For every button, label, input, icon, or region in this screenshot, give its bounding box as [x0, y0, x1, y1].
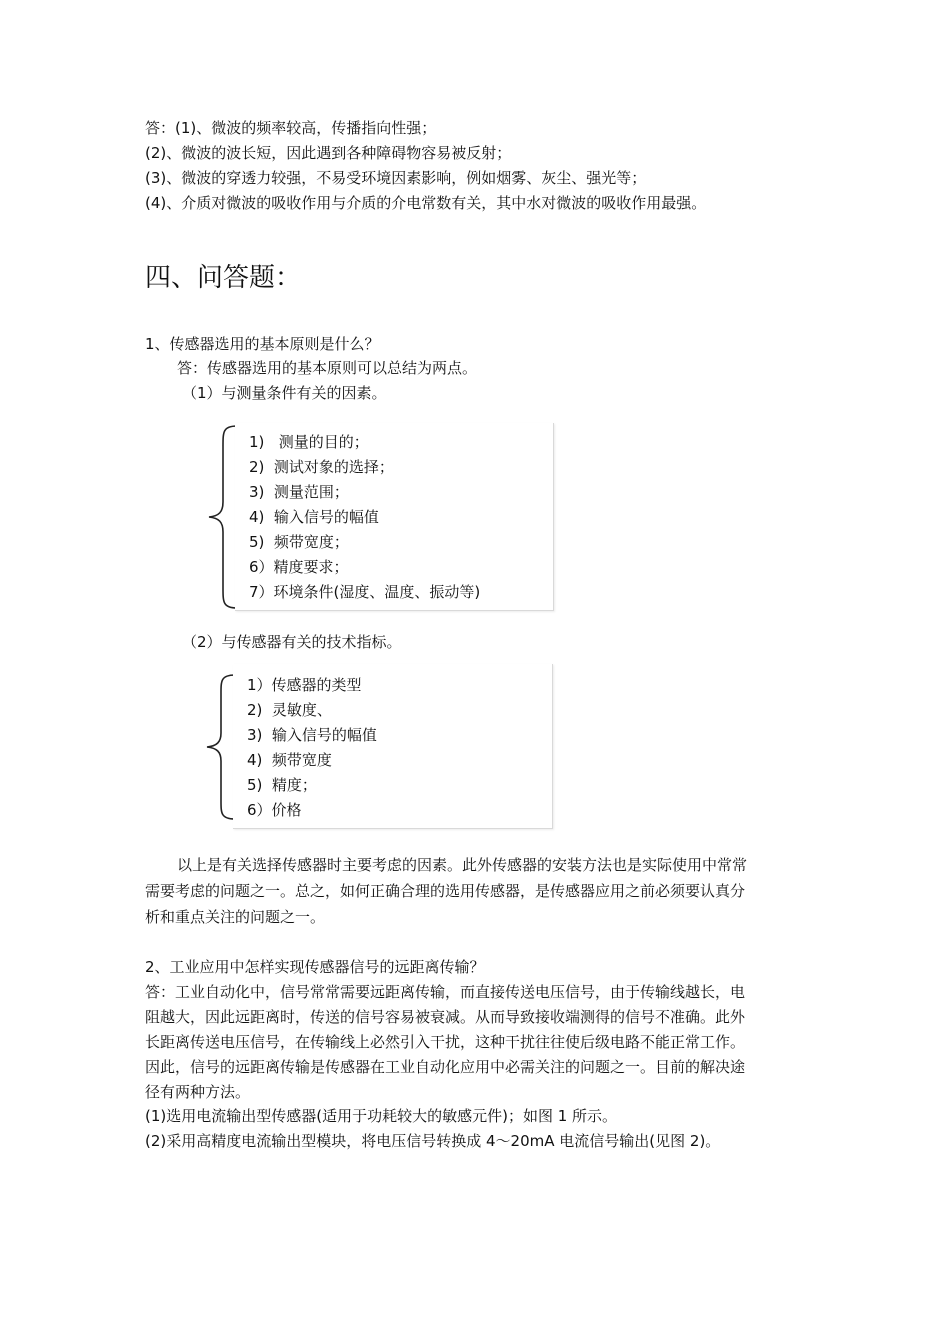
- group-1-item-5: 5) 频带宽度；: [249, 533, 349, 551]
- summary-line-2: 需要考虑的问题之一。总之，如何正确合理的选用传感器，是传感器应用之前必须要认真分: [145, 882, 746, 900]
- answer-line-4: (4)、介质对微波的吸收作用与介质的介电常数有关，其中水对微波的吸收作用最强。: [145, 194, 707, 212]
- group-1-item-4: 4) 输入信号的幅值: [249, 508, 379, 526]
- group-2-item-4: 4) 频带宽度: [247, 751, 332, 769]
- section-title: 四、问答题：: [145, 263, 302, 293]
- brace-group-1: [205, 424, 239, 610]
- q2-answer-line-4: 因此，信号的远距离传输是传感器在工业自动化应用中必需关注的问题之一。目前的解决途: [145, 1058, 746, 1076]
- group-1-item-3: 3) 测量范围；: [249, 483, 349, 501]
- group-2-item-1: 1）传感器的类型: [247, 676, 362, 694]
- group-1-item-1: 1) 测量的目的；: [249, 433, 369, 451]
- q2-answer-line-5: 径有两种方法。: [145, 1083, 251, 1101]
- q2-answer-line-1: 答：工业自动化中，信号常常需要远距离传输，而直接传送电压信号，由于传输线越长，电: [145, 983, 746, 1001]
- answer-line-3: (3)、微波的穿透力较强，不易受环境因素影响，例如烟雾、灰尘、强光等；: [145, 169, 647, 187]
- group-1-title: （1）与测量条件有关的因素。: [182, 384, 387, 402]
- q2-answer-line-3: 长距离传送电压信号，在传输线上必然引入干扰，这种干扰往往使后级电路不能正常工作。: [145, 1033, 746, 1051]
- group-1-item-7: 7）环境条件(湿度、温度、振动等): [249, 583, 481, 601]
- answer-line-2: (2)、微波的波长短，因此遇到各种障碍物容易被反射；: [145, 144, 512, 162]
- group-1-item-2: 2) 测试对象的选择；: [249, 458, 394, 476]
- group-2-item-6: 6）价格: [247, 801, 302, 819]
- group-2-box: [233, 664, 553, 829]
- group-1-item-6: 6）精度要求；: [249, 558, 349, 576]
- summary-line-3: 析和重点关注的问题之一。: [145, 908, 326, 926]
- answer-line-1: 答：(1)、微波的频率较高，传播指向性强；: [145, 119, 437, 137]
- summary-line-1: 以上是有关选择传感器时主要考虑的因素。此外传感器的安装方法也是实际使用中常常: [177, 856, 748, 874]
- q2-answer-line-6: (1)选用电流输出型传感器(适用于功耗较大的敏感元件)；如图 1 所示。: [145, 1107, 618, 1125]
- group-1-box: [235, 423, 554, 611]
- group-2-item-5: 5) 精度；: [247, 776, 317, 794]
- question-1: 1、传感器选用的基本原则是什么？: [145, 335, 380, 353]
- question-1-answer-intro: 答：传感器选用的基本原则可以总结为两点。: [177, 359, 478, 377]
- group-2-item-2: 2) 灵敏度、: [247, 701, 332, 719]
- brace-group-2: [203, 673, 237, 821]
- q2-answer-line-2: 阻越大，因此远距离时，传送的信号容易被衰减。从而导致接收端测得的信号不准确。此外: [145, 1008, 746, 1026]
- question-2: 2、工业应用中怎样实现传感器信号的远距离传输？: [145, 958, 485, 976]
- group-2-title: （2）与传感器有关的技术指标。: [182, 633, 402, 651]
- group-2-item-3: 3) 输入信号的幅值: [247, 726, 377, 744]
- q2-answer-line-7: (2)采用高精度电流输出型模块，将电压信号转换成 4～20mA 电流信号输出(见图 2)。: [145, 1132, 721, 1150]
